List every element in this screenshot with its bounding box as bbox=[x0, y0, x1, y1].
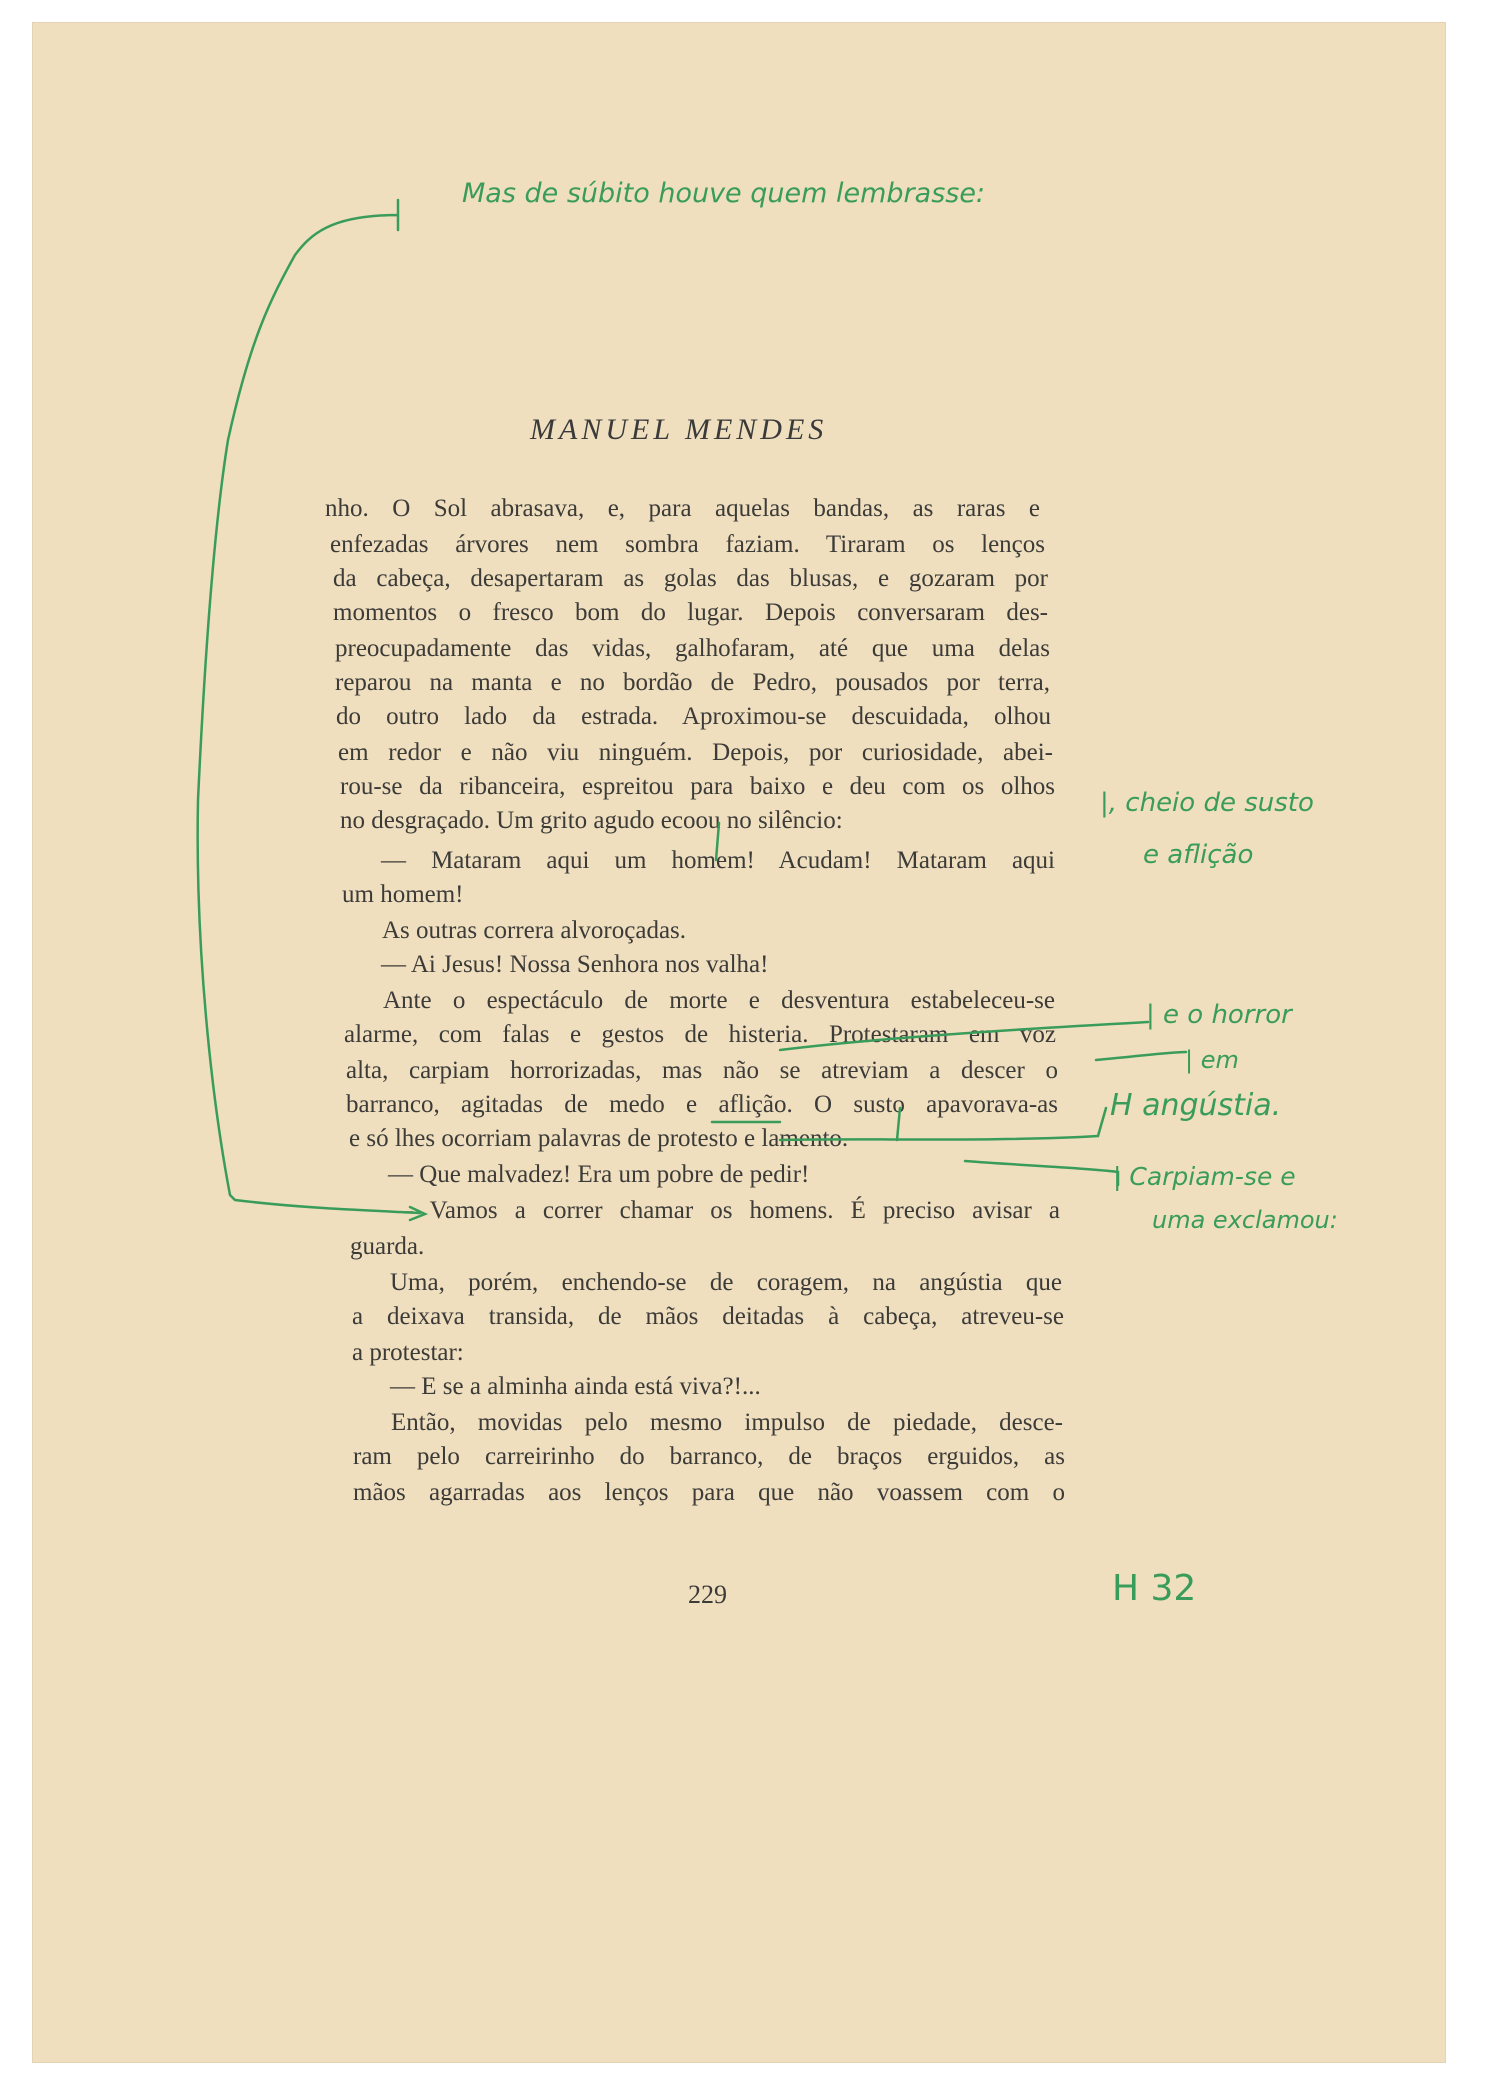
annotation-margin-1b: e aflição bbox=[1143, 840, 1254, 870]
insertion-bracket bbox=[198, 200, 420, 1213]
text-line: do outro lado da estrada. Aproximou-se descuidada, olhou bbox=[336, 703, 1051, 730]
text-line: enfezadas árvores nem sombra faziam. Tiraram os lenços bbox=[330, 531, 1045, 558]
leader-line-horror bbox=[780, 1022, 1148, 1050]
text-line: — Ai Jesus! Nossa Senhora nos valha! bbox=[381, 951, 769, 978]
text-line: um homem! bbox=[342, 881, 464, 908]
leader-line-em bbox=[1096, 1052, 1186, 1060]
text-line: Ante o espectáculo de morte e desventura estabeleceu-se bbox=[383, 987, 1055, 1014]
text-line: — Mataram aqui um homem! Acudam! Mataram aqui bbox=[381, 847, 1055, 874]
text-line: guarda. bbox=[350, 1233, 425, 1260]
text-line: a deixava transida, de mãos deitadas à cabeça, atreveu-se bbox=[352, 1303, 1064, 1330]
text-line: — Vamos a correr chamar os homens. É preciso avisar a bbox=[388, 1197, 1060, 1224]
text-line: nho. O Sol abrasava, e, para aquelas bandas, as raras e bbox=[325, 495, 1040, 522]
text-line: em redor e não viu ninguém. Depois, por curiosidade, abei- bbox=[338, 739, 1053, 766]
annotation-margin-1: |, cheio de susto bbox=[1100, 788, 1314, 818]
leader-line-angustia bbox=[780, 1108, 1106, 1140]
text-line: ram pelo carreirinho do barranco, de braços erguidos, as bbox=[353, 1443, 1065, 1470]
text-line: barranco, agitadas de medo e aflição. O susto apavorava-as bbox=[346, 1091, 1058, 1118]
annotation-folio: H 32 bbox=[1112, 1568, 1197, 1609]
annotation-margin-4b: uma exclamou: bbox=[1152, 1206, 1338, 1234]
annotation-margin-3: H angústia. bbox=[1110, 1088, 1282, 1123]
text-line: — E se a alminha ainda está viva?!... bbox=[390, 1373, 761, 1400]
text-line: Então, movidas pelo mesmo impulso de piedade, desce- bbox=[391, 1409, 1063, 1436]
page-number: 229 bbox=[688, 1580, 727, 1609]
text-line: momentos o fresco bom do lugar. Depois conversaram des- bbox=[333, 599, 1048, 626]
text-line: a protestar: bbox=[352, 1339, 464, 1366]
text-line: mãos agarradas aos lenços para que não voassem com o bbox=[353, 1479, 1065, 1506]
annotation-margin-2: | e o horror bbox=[1146, 1000, 1292, 1030]
text-line: alarme, com falas e gestos de histeria. Protestaram em voz bbox=[344, 1021, 1056, 1048]
text-line: As outras correra alvoroçadas. bbox=[382, 917, 687, 944]
running-head: MANUEL MENDES bbox=[530, 413, 828, 446]
text-line: reparou na manta e no bordão de Pedro, pousados por terra, bbox=[335, 669, 1050, 696]
leader-line-carpiam bbox=[965, 1161, 1118, 1185]
caret-1 bbox=[716, 823, 719, 860]
text-line: Uma, porém, enchendo-se de coragem, na angústia que bbox=[390, 1269, 1062, 1296]
text-line: da cabeça, desapertaram as golas das blusas, e gozaram por bbox=[333, 565, 1048, 592]
annotation-margin-4: | Carpiam-se e bbox=[1113, 1162, 1296, 1191]
annotation-margin-2b: | em bbox=[1185, 1046, 1239, 1074]
text-line: rou-se da ribanceira, espreitou para baixo e deu com os olhos bbox=[340, 773, 1055, 800]
text-line: e só lhes ocorriam palavras de protesto e lamento. bbox=[349, 1125, 849, 1152]
text-line: preocupadamente das vidas, galhofaram, até que uma delas bbox=[335, 635, 1050, 662]
text-line: — Que malvadez! Era um pobre de pedir! bbox=[388, 1161, 810, 1188]
text-line: alta, carpiam horrorizadas, mas não se atreviam a descer o bbox=[346, 1057, 1058, 1084]
text-line: no desgraçado. Um grito agudo ecoou no silêncio: bbox=[340, 807, 843, 834]
annotation-top-insert: Mas de súbito houve quem lembrasse: bbox=[462, 178, 986, 209]
caret-2 bbox=[897, 1108, 900, 1140]
